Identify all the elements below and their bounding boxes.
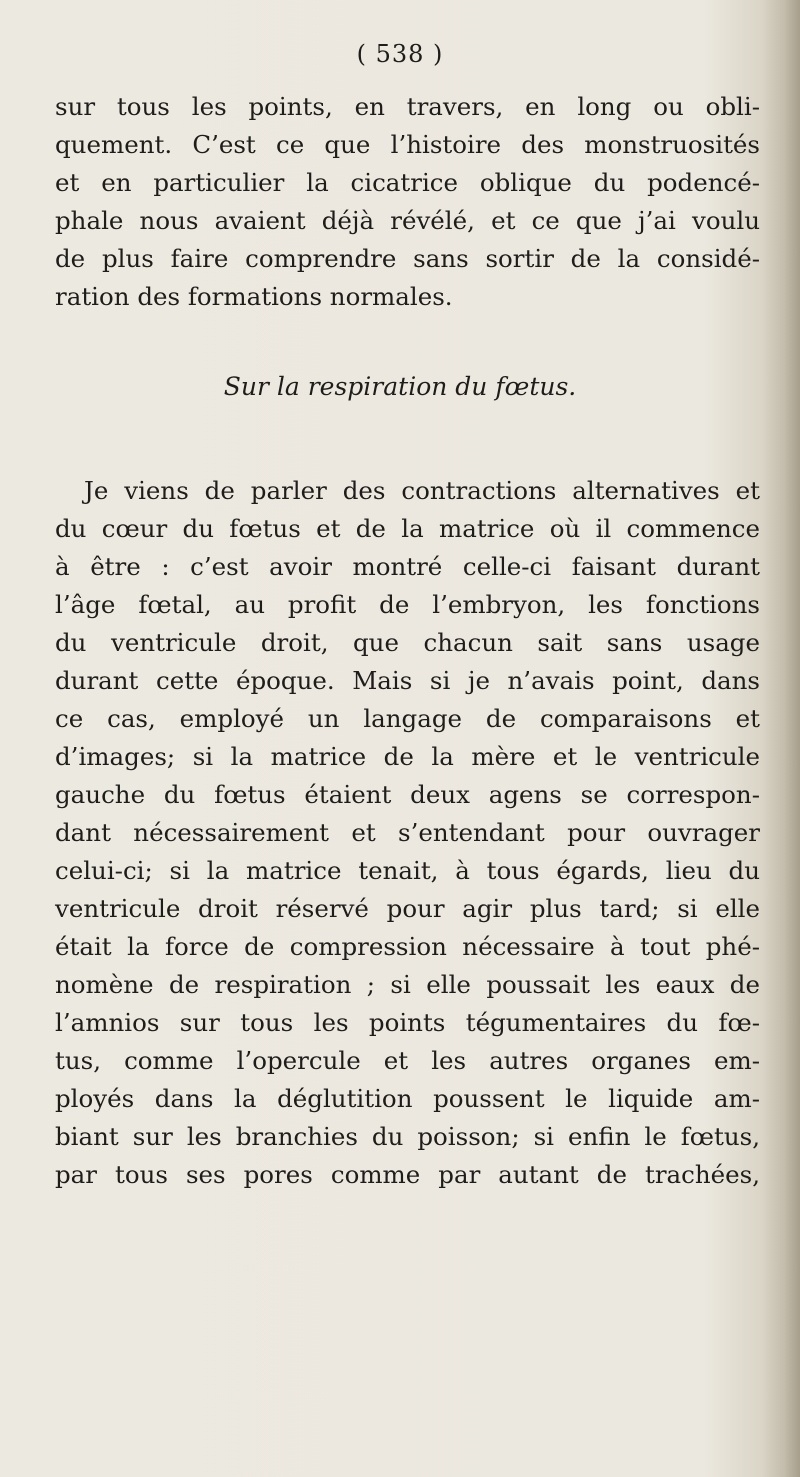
- paragraph-2: [55, 472, 760, 1194]
- text-line: biant sur les branchies du poisson; si enfin le fœtus,: [55, 1122, 760, 1151]
- text-line: sur tous les points, en travers, en long ou obli-: [55, 92, 760, 121]
- section-heading: Sur la respiration du fœtus.: [223, 372, 577, 401]
- text-line: gauche du fœtus étaient deux agens se correspon-: [55, 780, 760, 809]
- text-line: ce cas, employé un langage de comparaisons et: [55, 704, 760, 733]
- text-line: ployés dans la déglutition poussent le liquide am-: [55, 1084, 760, 1113]
- text-line: ration des formations normales.: [55, 282, 453, 311]
- text-line: ventricule droit réservé pour agir plus tard; si elle: [55, 894, 760, 923]
- paragraph-1: [55, 88, 760, 316]
- text-line: Je viens de parler des contractions alternatives et: [84, 476, 760, 505]
- text-line: d’images; si la matrice de la mère et le ventricule: [55, 742, 760, 771]
- text-line: celui-ci; si la matrice tenait, à tous égards, lieu du: [55, 856, 760, 885]
- text-line: du cœur du fœtus et de la matrice où il commence: [55, 514, 760, 543]
- text-line: nomène de respiration ; si elle poussait les eaux de: [55, 970, 760, 999]
- text-line: dant nécessairement et s’entendant pour ouvrager: [55, 818, 760, 847]
- page-edge-shadow: [762, 0, 800, 1477]
- text-line: de plus faire comprendre sans sortir de la considé-: [55, 244, 760, 273]
- text-line: était la force de compression nécessaire à tout phé-: [55, 932, 760, 961]
- text-line: phale nous avaient déjà révélé, et ce que j’ai voulu: [55, 206, 760, 235]
- text-line: durant cette époque. Mais si je n’avais point, dans: [55, 666, 760, 695]
- text-line: quement. C’est ce que l’histoire des monstruosités: [55, 130, 760, 159]
- text-line: et en particulier la cicatrice oblique du podencé-: [55, 168, 760, 197]
- text-line: l’amnios sur tous les points tégumentaires du fœ-: [55, 1008, 760, 1037]
- text-line: du ventricule droit, que chacun sait sans usage: [55, 628, 760, 657]
- text-line: par tous ses pores comme par autant de trachées,: [55, 1160, 760, 1189]
- text-line: à être : c’est avoir montré celle-ci faisant durant: [55, 552, 760, 581]
- page-number: ( 538 ): [356, 40, 444, 68]
- text-line: l’âge fœtal, au profit de l’embryon, les fonctions: [55, 590, 760, 619]
- text-line: tus, comme l’opercule et les autres organes em-: [55, 1046, 760, 1075]
